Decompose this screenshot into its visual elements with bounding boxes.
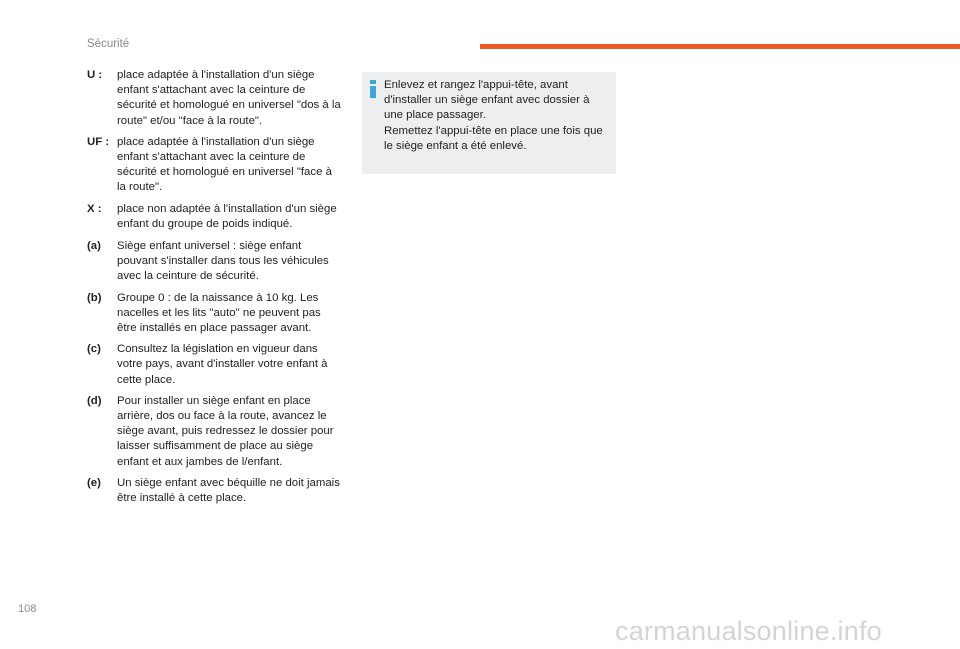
section-title: Sécurité: [87, 38, 130, 50]
info-paragraph-2: Remettez l'appui-tête en place une fois que le siège enfant a été enlevé.: [384, 124, 603, 152]
info-box: [362, 72, 616, 174]
watermark: carmanualsonline.info: [615, 616, 882, 646]
definition-key: UF :: [87, 135, 110, 148]
note-c: [87, 342, 342, 388]
note-key: (d): [87, 394, 102, 407]
definition-key: U :: [87, 69, 103, 81]
note-b: [87, 291, 342, 337]
note-text: Un siège enfant avec béquille ne doit jamais être installé à cette place.: [117, 476, 340, 505]
definition-text: place adaptée à l'installation d'un siège enfant s'attachant avec la ceinture de sécurité et homologué en universel "face à la route".: [117, 135, 332, 194]
note-key: (a): [87, 240, 101, 252]
note-text: Pour installer un siège enfant en place arrière, dos ou face à la route, avancez le siège avant, puis redressez le dossier pour laisser suffisamment de place au siège enfant et aux jambes de l/enfant.: [117, 394, 334, 468]
note-d: [87, 394, 342, 470]
note-key: (c): [87, 343, 101, 356]
info-icon: [369, 80, 377, 98]
legend-definitions: [87, 68, 342, 238]
footnotes: [87, 239, 342, 512]
note-e: [87, 476, 342, 506]
note-key: (b): [87, 291, 102, 304]
info-paragraph-1: Enlevez et rangez l'appui-tête, avant d'installer un siège enfant avec dossier à une place passager.: [384, 79, 590, 122]
header-accent-bar: [480, 44, 960, 49]
note-key: (e): [87, 476, 101, 489]
definition-text: place non adaptée à l'installation d'un siège enfant du groupe de poids indiqué.: [117, 202, 337, 230]
note-text: Groupe 0 : de la naissance à 10 kg. Les nacelles et les lits "auto" ne peuvent pas être installés en place passager avant.: [117, 291, 321, 335]
definition-uf: [87, 135, 342, 196]
definition-text: place adaptée à l'installation d'un siège enfant s'attachant avec la ceinture de sécurité et homologué en universel "dos à la route" et/ou "face à la route".: [117, 69, 341, 127]
definition-key: X :: [87, 202, 102, 215]
note-a: [87, 239, 342, 285]
note-text: Consultez la législation en vigueur dans votre pays, avant d'installer votre enfant à cette place.: [117, 343, 328, 386]
note-text: Siège enfant universel : siège enfant pouvant s'installer dans tous les véhicules avec la ceinture de sécurité.: [117, 240, 329, 283]
definition-u: [87, 68, 342, 129]
definition-x: [87, 202, 342, 232]
info-text: [384, 78, 606, 154]
page-number: 108: [18, 603, 37, 615]
